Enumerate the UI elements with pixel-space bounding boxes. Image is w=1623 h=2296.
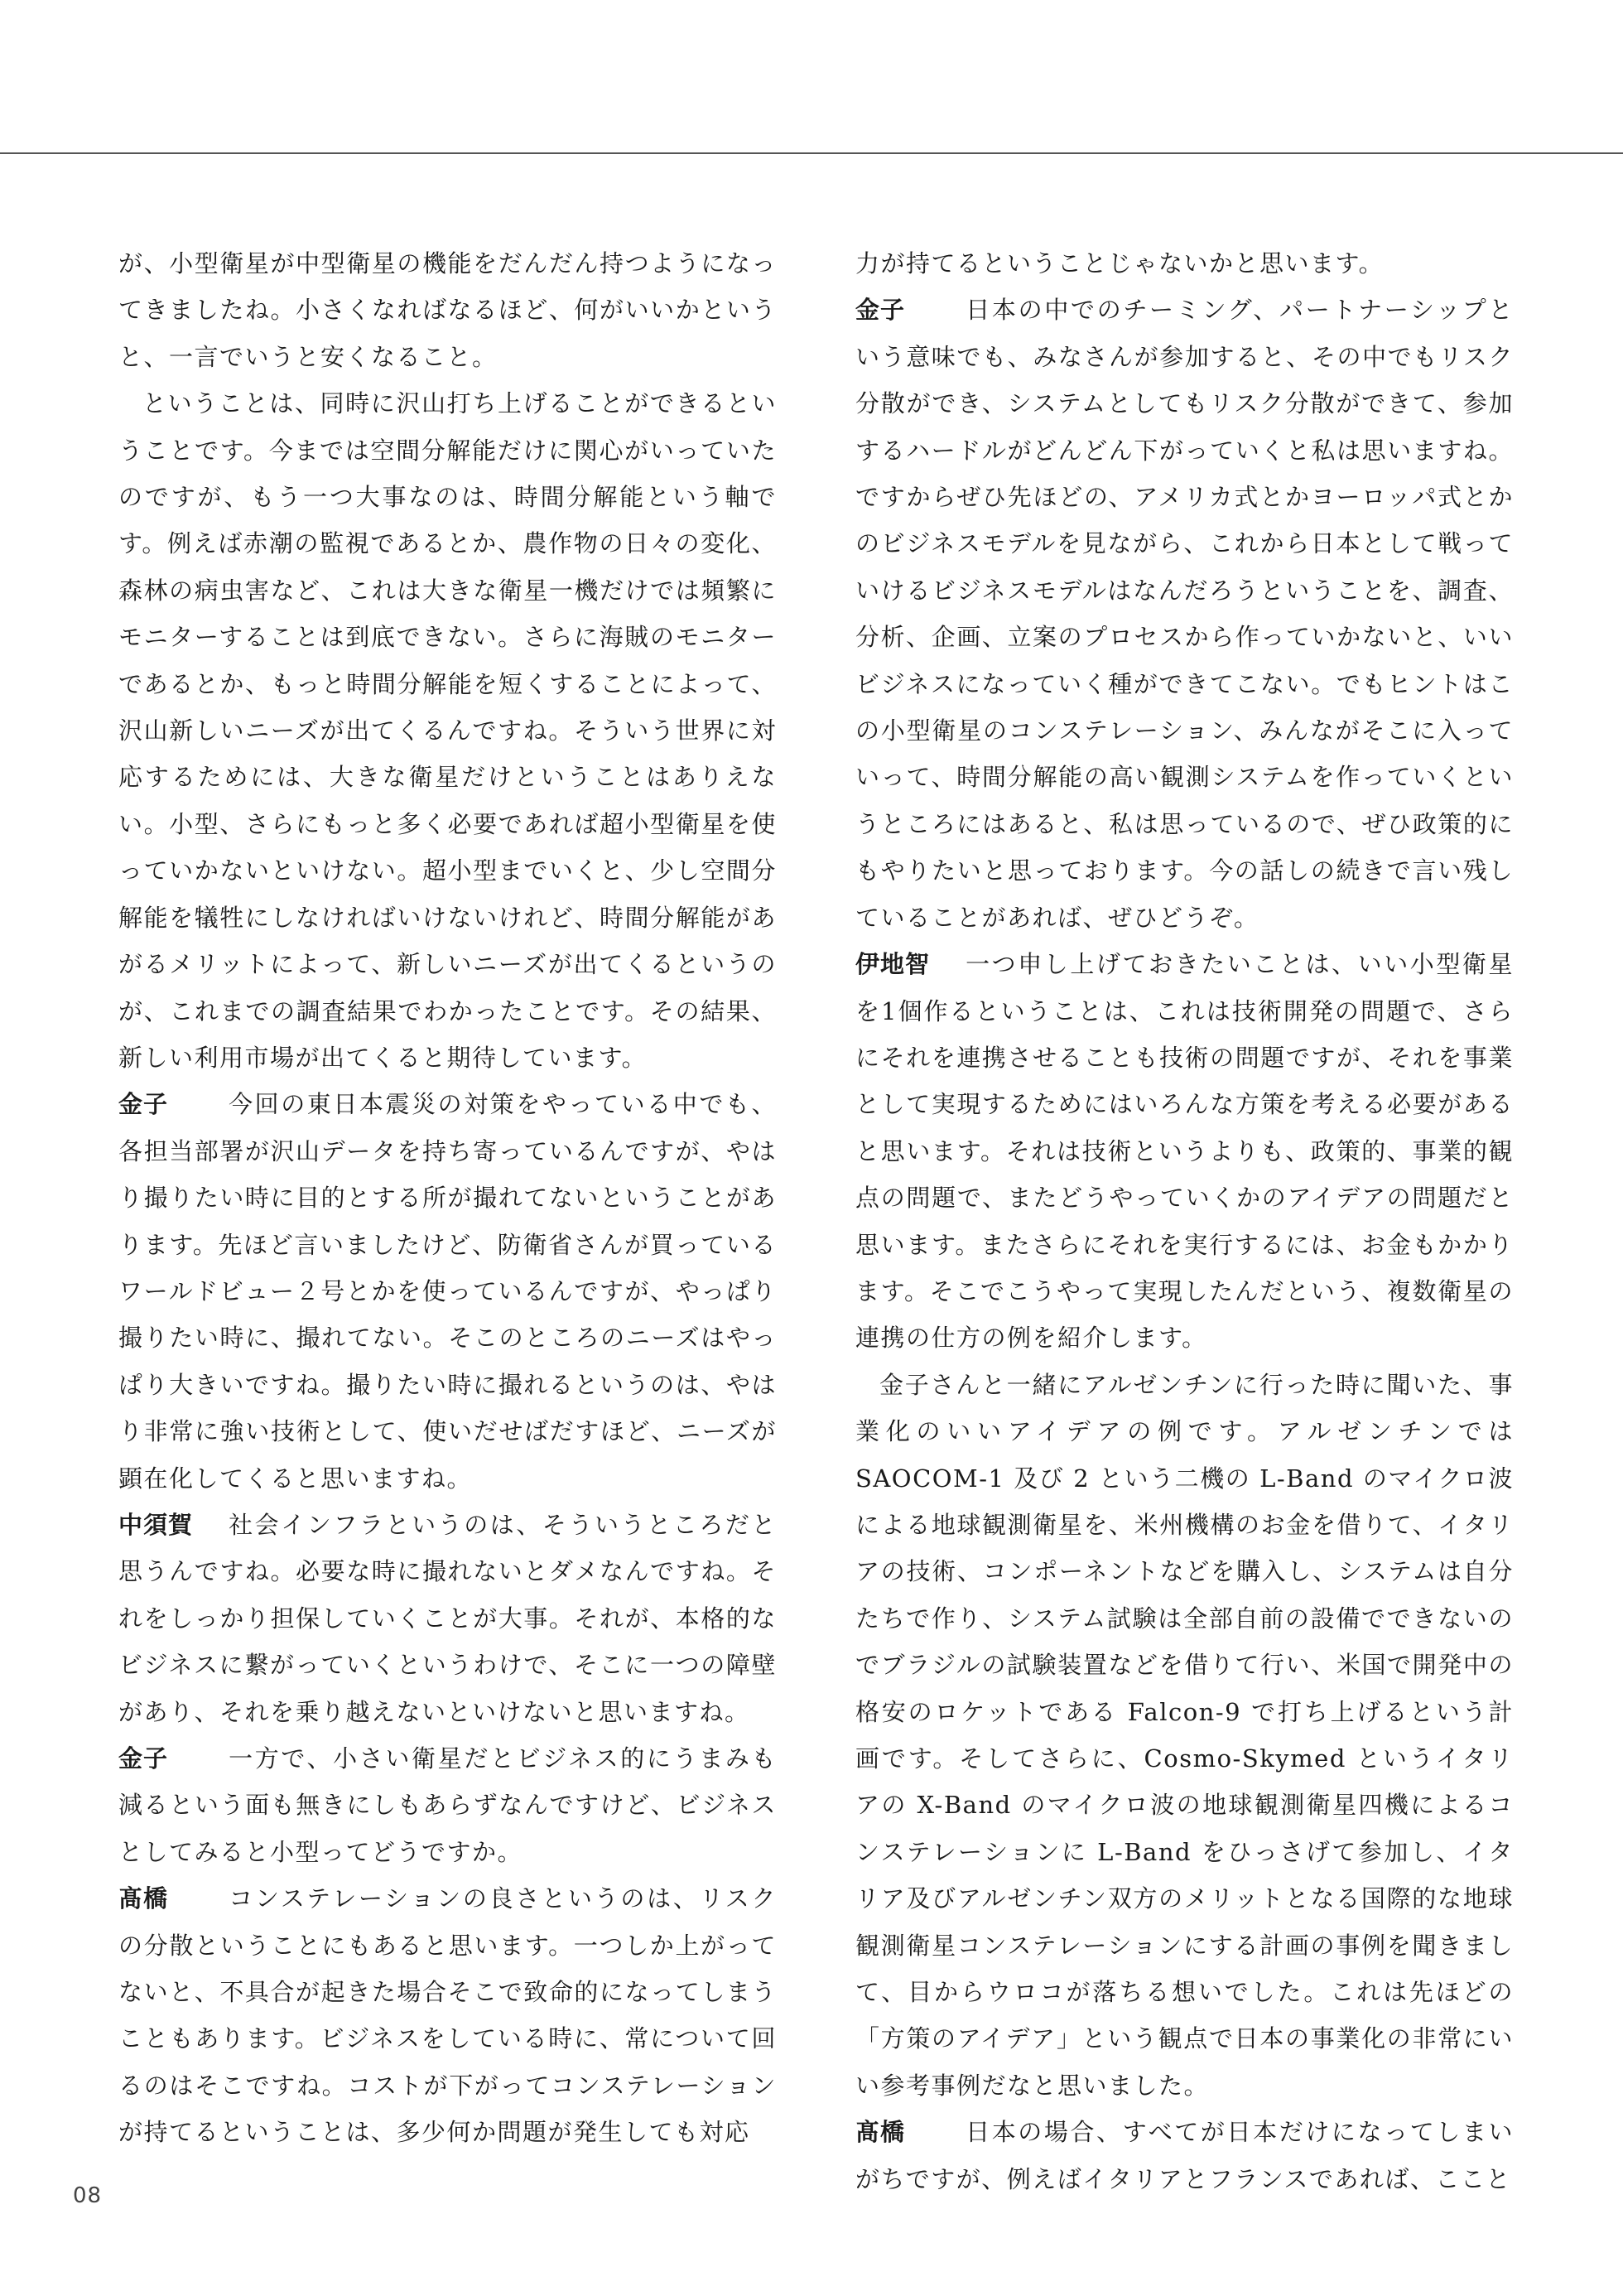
paragraph-text: ということは、同時に沢山打ち上げることができるということです。今までは空間分解能だけに関心がいっていたのですが、もう一つ大事なのは、時間分解能という軸です。例えば赤潮の監視であるとか、農作物の日々の変化、森林の病虫害など、これは大きな衛星一機だけでは頻繁にモニターすることは到底できない。さらに海賊のモニターであるとか、もっと時間分解能を短くすることによって、沢山新しいニーズが出てくるんですね。そういう世界に対応するためには、大きな衛星だけということはありえない。小型、さらにもっと多く必要であれば超小型衛星を使っていかないといけない。超小型までいくと、少し空間分解能を犠牲にしなければいけないけれど、時間分解能があがるメリットによって、新しいニーズが出てくるというのが、これまでの調査結果でわかったことです。その結果、新しい利用市場が出てくると期待しています。 <box>118 389 777 1072</box>
speech-paragraph <box>855 2109 1514 2202</box>
paragraph <box>118 380 777 1081</box>
speech-text: 日本の場合、すべてが日本だけになってしまいがちですが、例えばイタリアとフランスであれば、ここと <box>855 2118 1514 2193</box>
speech-text: 一方で、小さい衛星だとビジネス的にうまみも減るという面も無きにしもあらずなんですけど、ビジネスとしてみると小型ってどうですか。 <box>118 1744 777 1866</box>
speech-text: 社会インフラというのは、そういうところだと思うんですね。必要な時に撮れないとダメなんですね。それをしっかり担保していくことが大事。それが、本格的なビジネスに繋がっていくというわけで、そこに一つの障壁があり、それを乗り越えないといけないと思いますね。 <box>118 1510 777 1726</box>
speaker-name: 伊地智 <box>855 950 931 979</box>
speech-text: コンステレーションの良さというのは、リスクの分散ということにもあると思います。一つしか上がってないと、不具合が起きた場合そこで致命的になってしまうこともあります。ビジネスをしている時に、常について回るのはそこですね。コストが下がってコンステレーションが持てるということは、多少何か問題が発生しても対応 <box>118 1884 777 2147</box>
speech-paragraph <box>118 1081 777 1502</box>
paragraph-text: が、小型衛星が中型衛星の機能をだんだん持つようになってきましたね。小さくなればなるほど、何がいいかというと、一言でいうと安くなること。 <box>118 249 777 371</box>
page-number: 08 <box>73 2183 103 2208</box>
speaker-name: 金子 <box>118 1090 169 1119</box>
paragraph-text: 力が持てるということじゃないかと思います。 <box>855 249 1385 277</box>
paragraph-text: 金子さんと一緒にアルゼンチンに行った時に聞いた、事業化のいいアイデアの例です。アルゼンチンではSAOCOM-1 及び 2 という二機の L-Band のマイクロ波による地球観測衛星を、米州機構のお金を借りて、イタリアの技術、コンポーネントなどを購入し、システムは自分たちで作り、システム試験は全部自前の設備でできないのでブラジルの試験装置などを借りて行い、米国で開発中の格安のロケットである Falcon-9 で打ち上げるという計画です。そしてさらに、Cosmo-Skymed というイタリアの X-Band のマイクロ波の地球観測衛星四機によるコンステレーションに L-Band をひっさげて参加し、イタリア及びアルゼンチン双方のメリットとなる国際的な地球観測衛星コンステレーションにする計画の事例を聞きまして、目からウロコが落ちる想いでした。これは先ほどの「方策のアイデア」という観点で日本の事業化の非常にいい参考事例だなと思いました。 <box>855 1370 1514 2100</box>
speech-paragraph <box>118 1735 777 1875</box>
speaker-name: 髙橋 <box>855 2118 906 2147</box>
speech-paragraph <box>855 941 1514 1362</box>
paragraph <box>118 240 777 380</box>
speech-paragraph <box>118 1875 777 2155</box>
speaker-name: 髙橋 <box>118 1884 169 1913</box>
speaker-name: 金子 <box>855 296 906 325</box>
speech-text: 一つ申し上げておきたいことは、いい小型衛星を1個作るということは、これは技術開発の問題で、さらにそれを連携させることも技術の問題ですが、それを事業として実現するためにはいろんな方策を考える必要があると思います。それは技術というよりも、政策的、事業的観点の問題で、またどうやっていくかのアイデアの問題だと思います。またさらにそれを実行するには、お金もかかります。そこでこうやって実現したんだという、複数衛星の連携の仕方の例を紹介します。 <box>855 950 1514 1353</box>
speaker-name: 中須賀 <box>118 1510 194 1539</box>
right-column <box>855 240 1514 2203</box>
speech-text: 今回の東日本震災の対策をやっている中でも、各担当部署が沢山データを持ち寄っているんですが、やはり撮りたい時に目的とする所が撮れてないということがあります。先ほど言いましたけど、防衛省さんが買っているワールドビュー２号とかを使っているんですが、やっぱり撮りたい時に、撮れてない。そこのところのニーズはやっぱり大きいですね。撮りたい時に撮れるというのは、やはり非常に強い技術として、使いだせばだすほど、ニーズが顕在化してくると思いますね。 <box>118 1090 777 1493</box>
paragraph <box>855 240 1514 287</box>
speaker-name: 金子 <box>118 1744 169 1773</box>
speech-paragraph <box>118 1502 777 1735</box>
header-rule <box>0 152 1623 154</box>
left-column <box>118 240 777 2203</box>
speech-text: 日本の中でのチーミング、パートナーシップという意味でも、みなさんが参加すると、その中でもリスク分散ができ、システムとしてもリスク分散ができて、参加するハードルがどんどん下がっていくと私は思いますね。ですからぜひ先ほどの、アメリカ式とかヨーロッパ式とかのビジネスモデルを見ながら、これから日本として戦っていけるビジネスモデルはなんだろうということを、調査、分析、企画、立案のプロセスから作っていかないと、いいビジネスになっていく種ができてこない。でもヒントはこの小型衛星のコンステレーション、みんながそこに入っていって、時間分解能の高い観測システムを作っていくというところにはあると、私は思っているので、ぜひ政策的にもやりたいと思っております。今の話しの続きで言い残していることがあれば、ぜひどうぞ。 <box>855 296 1514 932</box>
paragraph <box>855 1362 1514 2110</box>
speech-paragraph <box>855 287 1514 941</box>
